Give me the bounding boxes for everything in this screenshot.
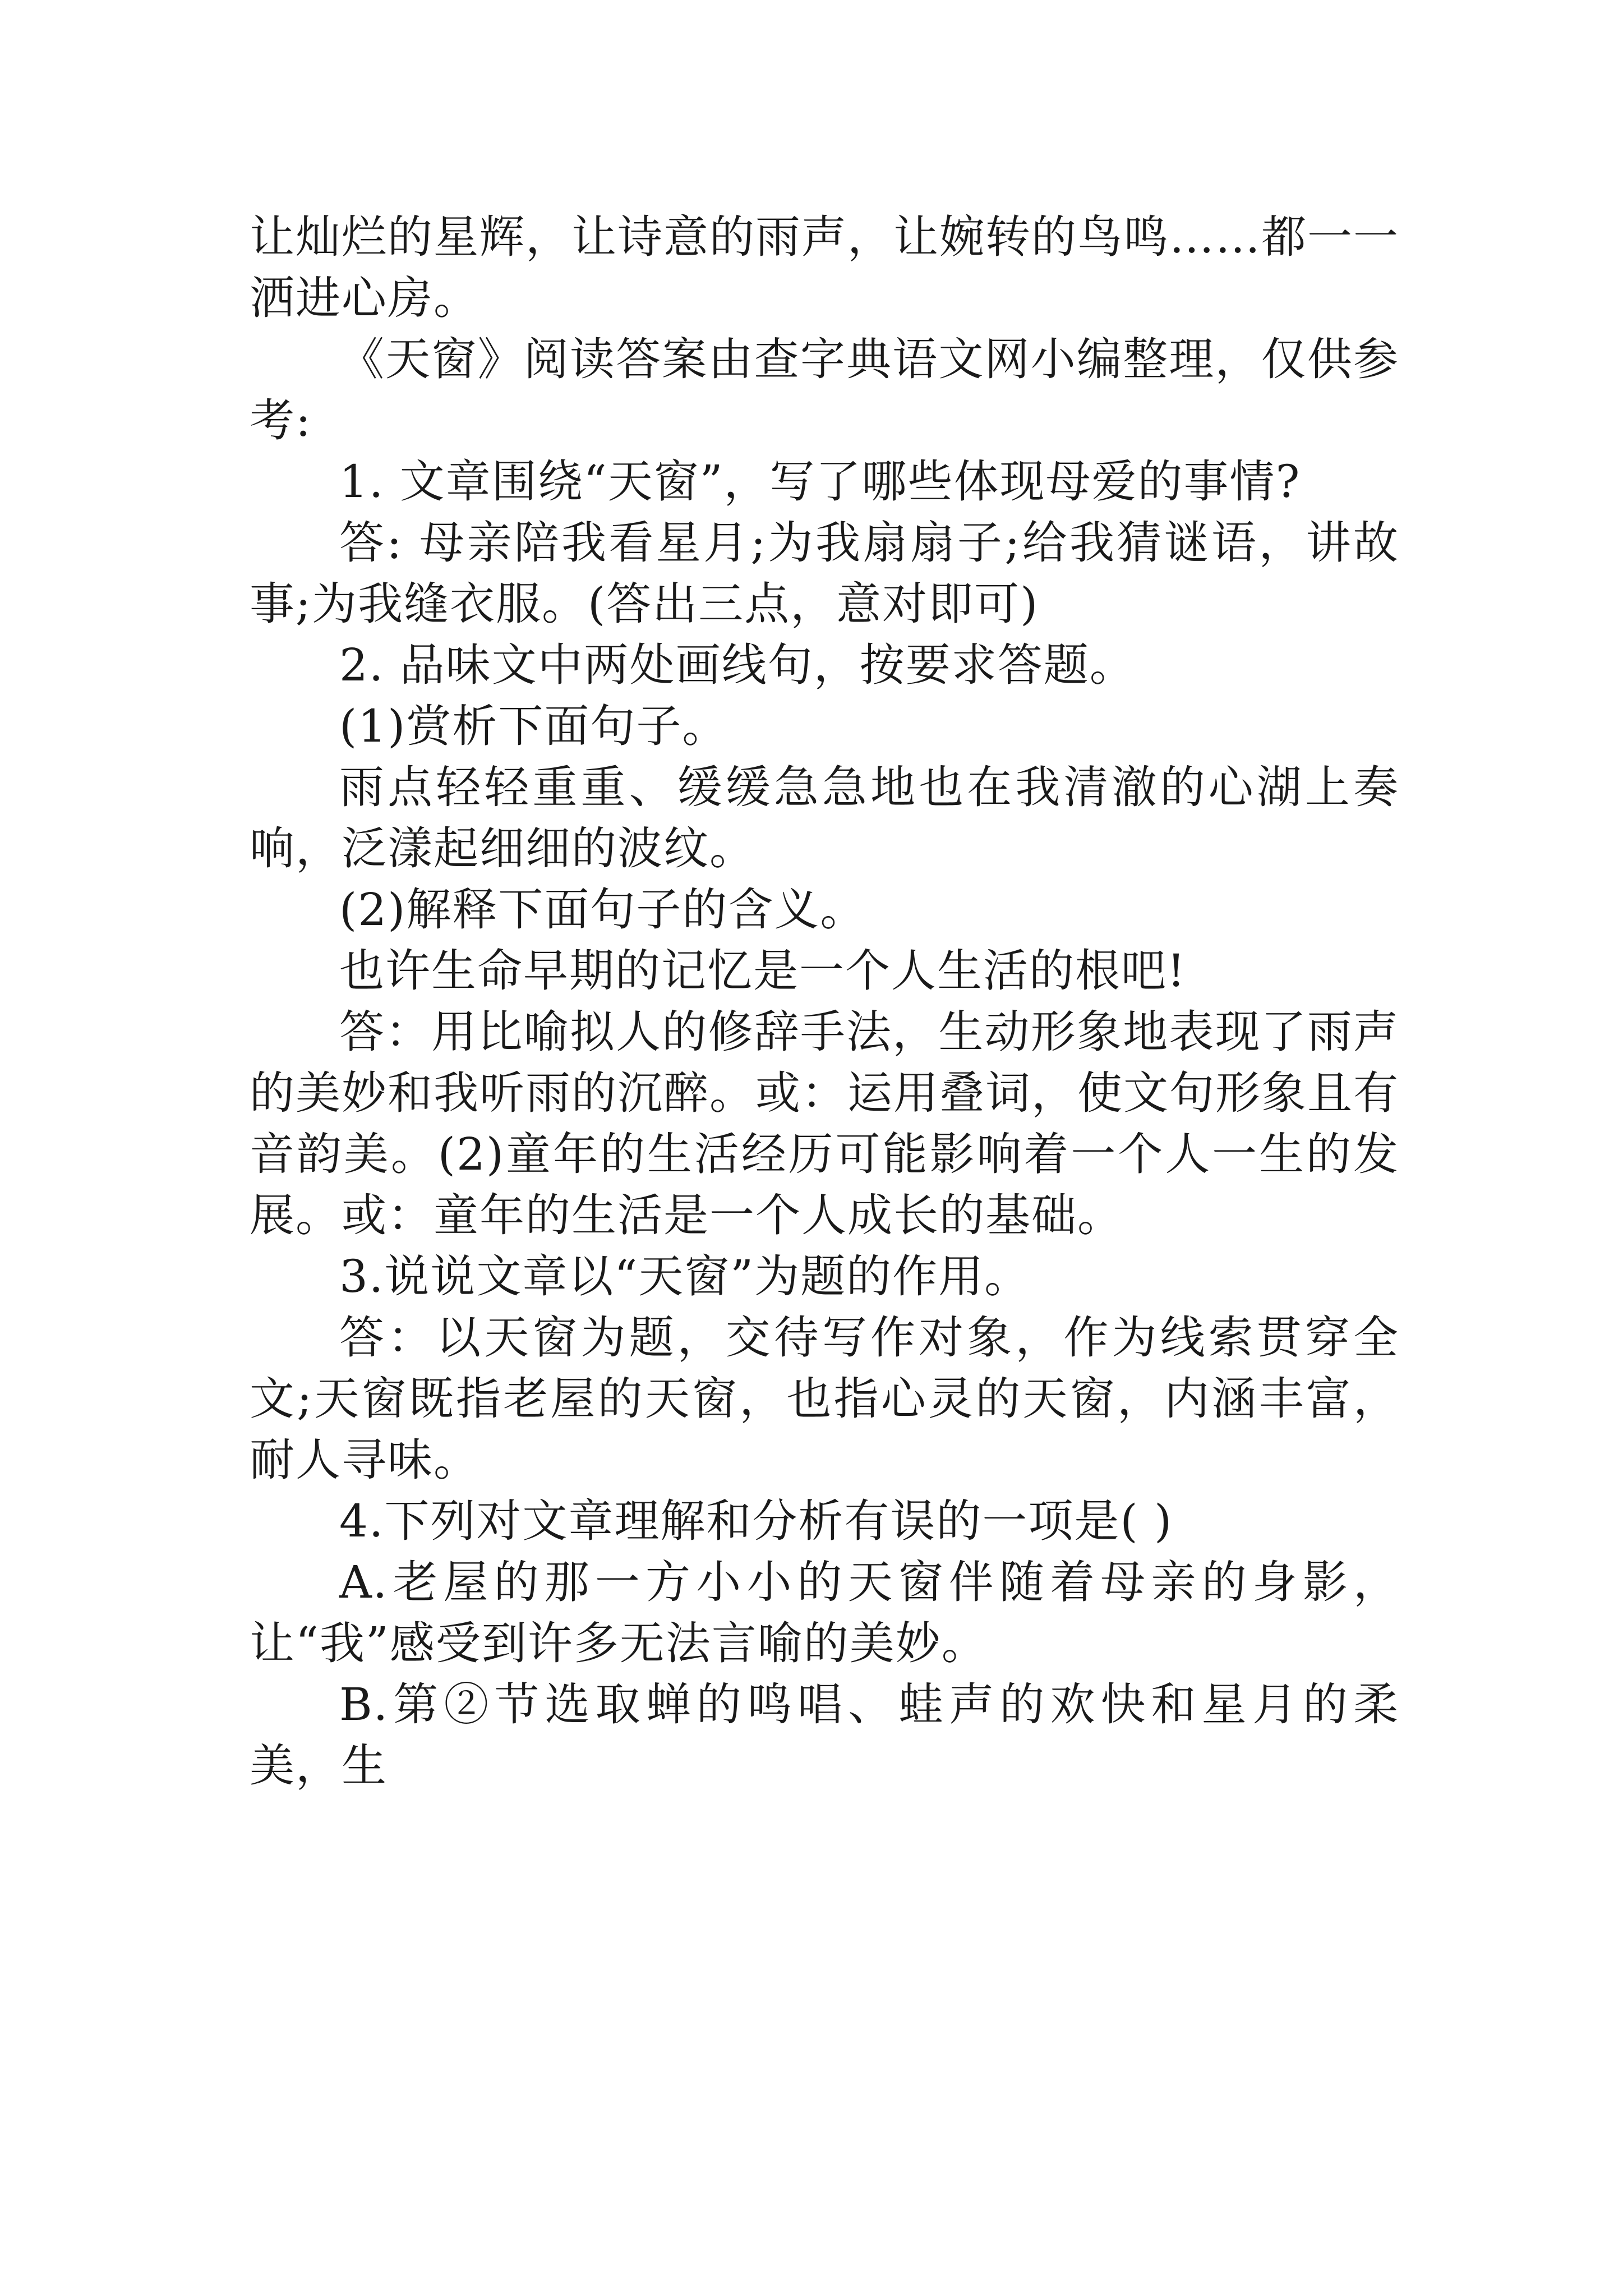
document-body [250, 206, 1399, 1796]
question-2: 2. 品味文中两处画线句，按要求答题。 [339, 639, 1136, 691]
option-b: B.第②节选取蝉的鸣唱、蛙声的欢快和星月的柔美，生 [250, 1678, 1399, 1792]
option-a: A.老屋的那一方小小的天窗伴随着母亲的身影，让“我”感受到许多无法言喻的美妙。 [250, 1556, 1399, 1669]
answer-1: 答: 母亲陪我看星月;为我扇扇子;给我猜谜语，讲故事;为我缝衣服。(答出三点，意对即可) [250, 517, 1399, 630]
question-3: 3.说说文章以“天窗”为题的作用。 [339, 1250, 1031, 1303]
answer-3: 答：以天窗为题，交待写作对象，作为线索贯穿全文;天窗既指老屋的天窗，也指心灵的天窗，内涵丰富，耐人寻味。 [250, 1312, 1399, 1486]
question-1: 1. 文章围绕“天窗”，写了哪些体现母爱的事情? [339, 455, 1301, 508]
question-2-part-2: (2)解释下面句子的含义。 [339, 884, 866, 936]
quoted-sentence-1: 雨点轻轻重重、缓缓急急地也在我清澈的心湖上奏响，泛漾起细细的波纹。 [250, 761, 1399, 875]
question-4: 4.下列对文章理解和分析有误的一项是( ) [339, 1495, 1173, 1547]
quoted-sentence-2: 也许生命早期的记忆是一个人生活的根吧! [339, 945, 1187, 997]
paragraph-source-note: 《天窗》阅读答案由查字典语文网小编整理，仅供参考: [250, 333, 1399, 447]
answer-2: 答：用比喻拟人的修辞手法，生动形象地表现了雨声的美妙和我听雨的沉醉。或：运用叠词，使文句形象且有音韵美。(2)童年的生活经历可能影响着一个人一生的发展。或：童年的生活是一个人成长的基础。 [250, 1006, 1399, 1241]
paragraph-continuation: 让灿烂的星辉，让诗意的雨声，让婉转的鸟鸣……都一一洒进心房。 [250, 211, 1399, 324]
question-2-part-1: (1)赏析下面句子。 [339, 700, 728, 752]
